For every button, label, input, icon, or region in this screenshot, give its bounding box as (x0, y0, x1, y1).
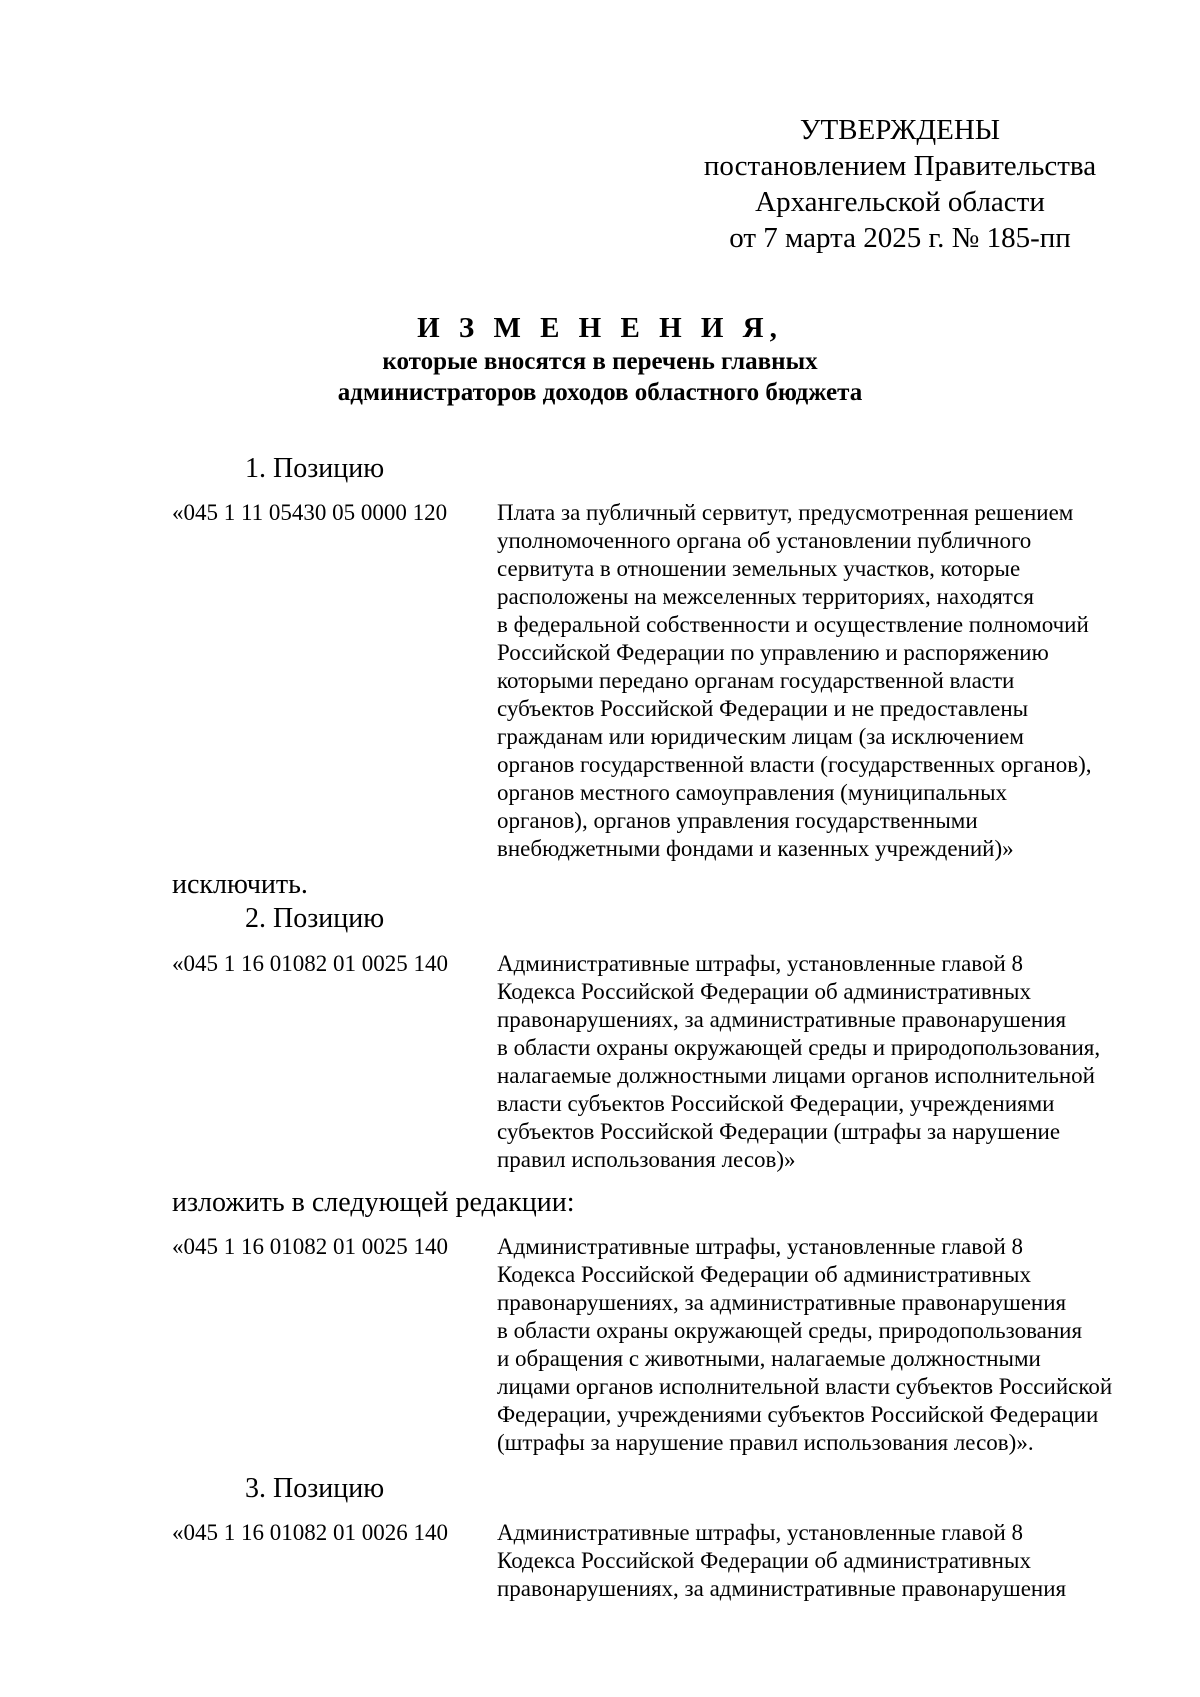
description-line: Плата за публичный сервитут, предусмотренная решением (497, 500, 1074, 525)
description-line: Кодекса Российской Федерации об административных (497, 1548, 1031, 1573)
document-subtitle: которые вносятся в перечень главных (382, 348, 818, 375)
description-line: органов местного самоуправления (муниципальных (497, 780, 1008, 805)
entry-description (497, 499, 1092, 863)
entry-description (497, 1233, 1112, 1457)
description-line: Федерации, учреждениями субъектов Российской Федерации (497, 1402, 1099, 1427)
budget-code: «045 1 16 01082 01 0026 140 (172, 1520, 448, 1545)
description-line: в области охраны окружающей среды и природопользования, (497, 1035, 1101, 1060)
description-line: которыми передано органам государственной власти (497, 668, 1015, 693)
budget-entry (172, 950, 1132, 1180)
description-line: расположены на межселенных территориях, находятся (497, 584, 1034, 609)
description-line: органов государственной власти (государственных органов), (497, 752, 1092, 777)
document-subtitle: администраторов доходов областного бюджета (337, 379, 863, 406)
approval-date: от 7 марта 2025 г. № 185-пп (729, 222, 1071, 254)
description-line: власти субъектов Российской Федерации, учреждениями (497, 1091, 1055, 1116)
description-line: внебюджетными фондами и казенных учреждений)» (497, 836, 1014, 861)
description-line: Административные штрафы, установленные главой 8 (497, 951, 1024, 976)
description-line: в области охраны окружающей среды, природопользования (497, 1318, 1083, 1343)
document-title: И З М Е Н Е Н И Я, (417, 312, 783, 344)
description-line: правил использования лесов)» (497, 1147, 796, 1172)
description-line: правонарушениях, за административные правонарушения (497, 1007, 1067, 1032)
approval-line: Архангельской области (755, 186, 1045, 218)
item-action: исключить. (172, 869, 308, 900)
description-line: Административные штрафы, установленные главой 8 (497, 1234, 1024, 1259)
approval-title: УТВЕРЖДЕНЫ (799, 114, 1001, 146)
description-line: правонарушениях, за административные правонарушения (497, 1576, 1067, 1601)
approval-line: постановлением Правительства (703, 150, 1097, 182)
budget-entry (172, 1233, 1132, 1463)
entry-description (497, 1519, 1066, 1603)
description-line: органов), органов управления государственными (497, 808, 978, 833)
description-line: гражданам или юридическим лицам (за исключением (497, 724, 1024, 749)
description-line: Административные штрафы, установленные главой 8 (497, 1520, 1024, 1545)
description-line: налагаемые должностными лицами органов исполнительной (497, 1063, 1095, 1088)
description-line: (штрафы за нарушение правил использования лесов)». (497, 1430, 1034, 1455)
description-line: лицами органов исполнительной власти субъектов Российской (497, 1374, 1113, 1399)
item-label: 2. Позицию (245, 903, 385, 934)
approval-stamp (650, 112, 1150, 256)
budget-code: «045 1 11 05430 05 0000 120 (172, 500, 448, 525)
budget-entry (172, 499, 1132, 869)
budget-code: «045 1 16 01082 01 0025 140 (172, 951, 448, 976)
description-line: сервитута в отношении земельных участков, которые (497, 556, 1021, 581)
description-line: уполномоченного органа об установлении публичного (497, 528, 1032, 553)
budget-code: «045 1 16 01082 01 0025 140 (172, 1234, 448, 1259)
description-line: субъектов Российской Федерации (штрафы за нарушение (497, 1119, 1061, 1144)
description-line: Российской Федерации по управлению и распоряжению (497, 640, 1049, 665)
description-line: Кодекса Российской Федерации об административных (497, 979, 1031, 1004)
description-line: субъектов Российской Федерации и не предоставлены (497, 696, 1029, 721)
description-line: в федеральной собственности и осуществление полномочий (497, 612, 1089, 637)
item-label: 3. Позицию (245, 1473, 385, 1504)
budget-entry (172, 1519, 1132, 1609)
document-heading (0, 310, 1200, 408)
description-line: и обращения с животными, налагаемые должностными (497, 1346, 1041, 1371)
item-action: изложить в следующей редакции: (172, 1187, 575, 1218)
description-line: Кодекса Российской Федерации об административных (497, 1262, 1031, 1287)
description-line: правонарушениях, за административные правонарушения (497, 1290, 1067, 1315)
entry-description (497, 950, 1100, 1174)
item-label: 1. Позицию (245, 453, 385, 484)
